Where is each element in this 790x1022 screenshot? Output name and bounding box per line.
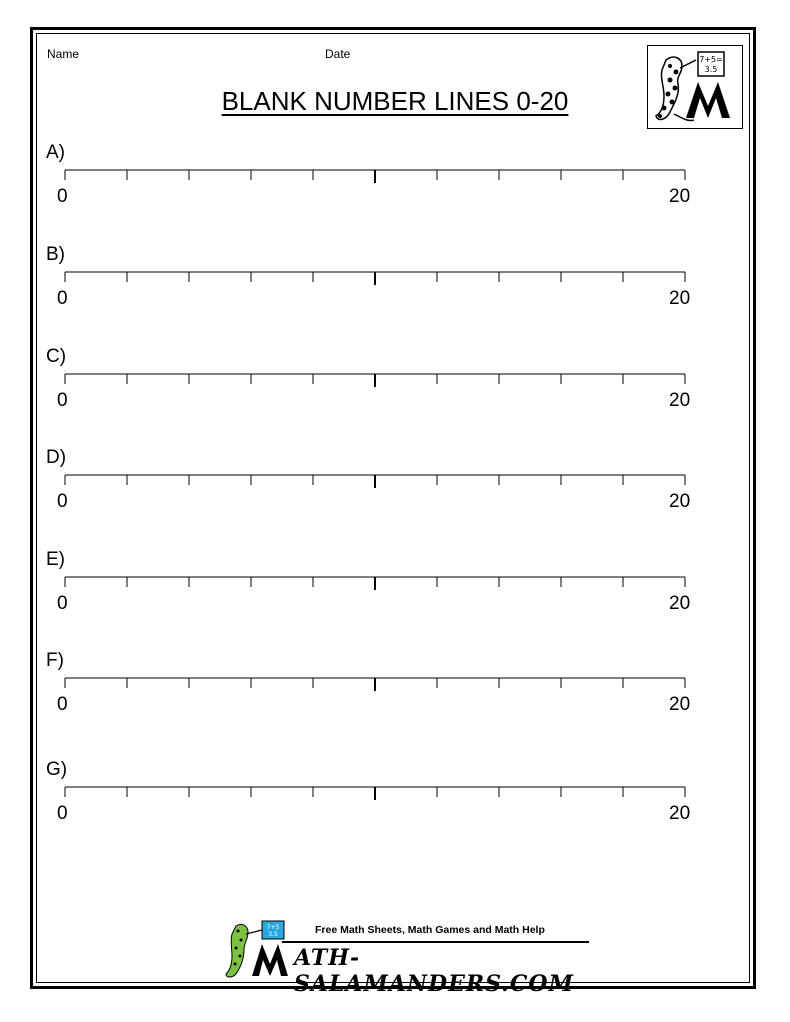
number-line-end-value: 20 xyxy=(669,186,691,207)
footer-site-name: ATH-SALAMANDERS.COM xyxy=(294,945,574,997)
number-line-label: C) xyxy=(46,346,67,367)
number-line-start-value: 0 xyxy=(57,491,68,512)
number-line xyxy=(0,549,790,639)
number-line-end-value: 20 xyxy=(669,803,691,824)
number-line-axis xyxy=(60,571,692,591)
number-line-axis xyxy=(60,672,692,692)
number-line-axis xyxy=(60,164,692,184)
number-line-end-value: 20 xyxy=(669,694,691,715)
salamander-teacher-icon xyxy=(648,46,742,128)
number-line-axis xyxy=(60,266,692,286)
number-line xyxy=(0,650,790,740)
number-line-start-value: 0 xyxy=(57,390,68,411)
svg-text:7+5: 7+5 xyxy=(266,924,280,931)
footer-tagline: Free Math Sheets, Math Games and Math Help xyxy=(315,924,545,936)
number-line-label: A) xyxy=(46,142,65,163)
number-line-label: G) xyxy=(46,759,68,780)
number-line-label: B) xyxy=(46,244,65,265)
number-line xyxy=(0,447,790,537)
number-line-start-value: 0 xyxy=(57,694,68,715)
number-line-end-value: 20 xyxy=(669,288,691,309)
number-line-label: E) xyxy=(46,549,65,570)
number-line-axis xyxy=(60,781,692,801)
number-line xyxy=(0,244,790,334)
number-line-start-value: 0 xyxy=(57,803,68,824)
salamander-mascot-icon xyxy=(222,918,292,980)
page-title-text: BLANK NUMBER LINES 0-20 xyxy=(221,86,569,116)
number-line xyxy=(0,759,790,849)
footer-branding xyxy=(222,918,592,997)
number-line-axis xyxy=(60,368,692,388)
number-line xyxy=(0,346,790,436)
number-line-start-value: 0 xyxy=(57,593,68,614)
date-label: Date xyxy=(325,47,351,61)
number-line-end-value: 20 xyxy=(669,390,691,411)
number-line xyxy=(0,142,790,232)
svg-text:7+5=: 7+5= xyxy=(699,55,723,64)
number-line-start-value: 0 xyxy=(57,288,68,309)
number-line-end-value: 20 xyxy=(669,593,691,614)
number-line-axis xyxy=(60,469,692,489)
number-line-label: D) xyxy=(46,447,67,468)
name-label: Name xyxy=(47,47,80,61)
number-line-end-value: 20 xyxy=(669,491,691,512)
number-line-start-value: 0 xyxy=(57,186,68,207)
number-line-label: F) xyxy=(46,650,64,671)
svg-text:3.5: 3.5 xyxy=(268,931,278,938)
math-salamanders-logo xyxy=(647,45,743,129)
footer-divider xyxy=(282,941,589,943)
svg-text:3.5: 3.5 xyxy=(704,65,718,74)
